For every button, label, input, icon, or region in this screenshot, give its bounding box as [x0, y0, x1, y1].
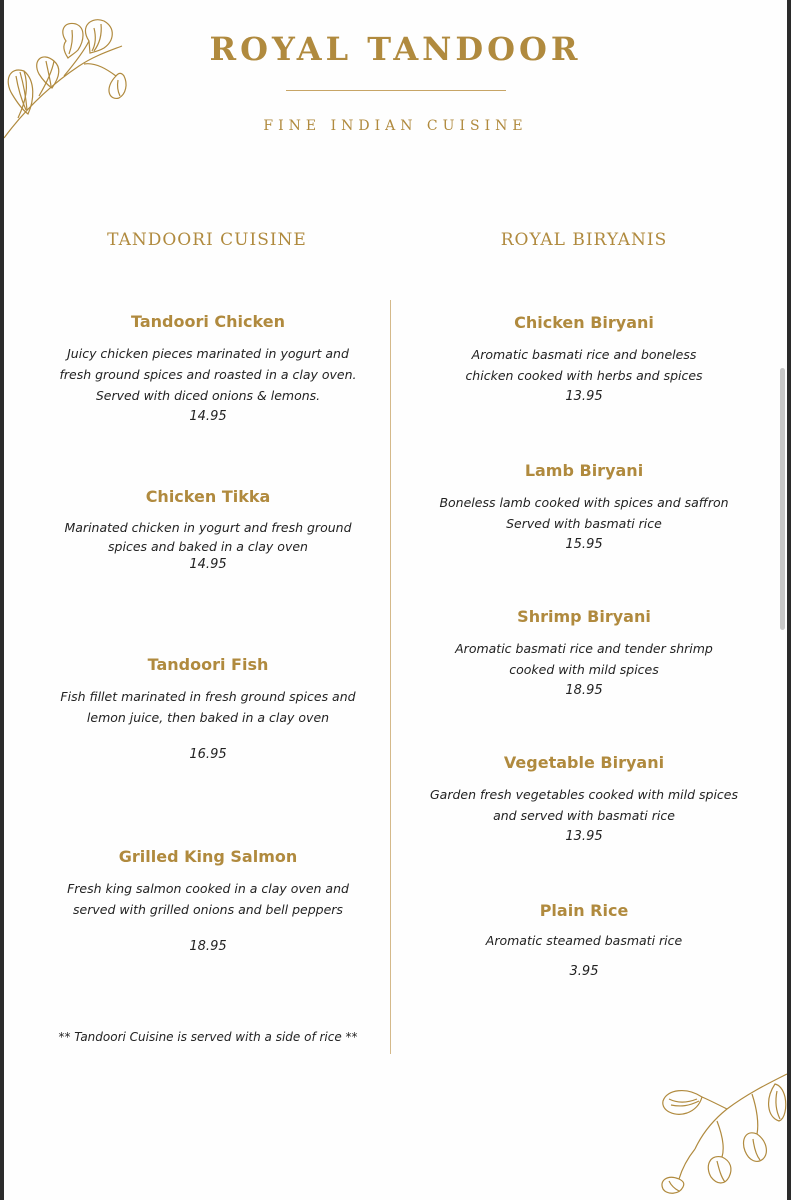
menu-item-price: 14.95: [189, 409, 227, 424]
menu-item: [424, 607, 744, 701]
menu-item: [424, 461, 744, 555]
menu-item-name: Chicken Biryani: [514, 313, 654, 332]
menu-item-price: 13.95: [565, 829, 603, 844]
menu-item-price: 13.95: [565, 389, 603, 404]
menu-item-desc-line: Served with diced onions & lemons.: [95, 388, 321, 403]
section-heading-biryanis: ROYAL BIRYANIS: [500, 230, 668, 250]
rice-note: ** Tandoori Cuisine is served with a side of rice **: [58, 1030, 358, 1044]
menu-item-desc-line: chicken cooked with herbs and spices: [465, 368, 703, 383]
menu-item-desc-line: fresh ground spices and roasted in a clay oven.: [59, 367, 357, 382]
menu-item-desc-line: Aromatic basmati rice and tender shrimp: [455, 641, 713, 656]
menu-item-name: Shrimp Biryani: [517, 607, 651, 626]
menu-item: [424, 901, 744, 982]
menu-item-desc-line: Boneless lamb cooked with spices and saffron: [439, 495, 729, 510]
title-divider: [286, 90, 506, 91]
menu-item-name: Vegetable Biryani: [503, 753, 665, 772]
right-edge: [787, 0, 791, 1200]
menu-item-name: Tandoori Chicken: [131, 312, 285, 331]
menu-item-price: 16.95: [189, 747, 227, 762]
section-heading-tandoori: TANDOORI CUISINE: [107, 230, 307, 250]
menu-item: [424, 753, 744, 847]
menu-item-name: Lamb Biryani: [524, 461, 644, 480]
menu-item-desc-line: Fish fillet marinated in fresh ground spices and: [60, 689, 356, 704]
leaf-branch-icon: [657, 1069, 787, 1194]
menu-item-desc-line: cooked with mild spices: [509, 662, 659, 677]
menu-item: [48, 312, 368, 427]
menu-item-desc-line: lemon juice, then baked in a clay oven: [86, 710, 330, 725]
menu-item: [48, 847, 368, 957]
menu-item-desc-line: Garden fresh vegetables cooked with mild spices: [429, 787, 739, 802]
restaurant-title: ROYAL TANDOOR: [209, 30, 582, 68]
menu-item-price: 3.95: [569, 964, 599, 979]
menu-item-desc-line: Aromatic steamed basmati rice: [485, 933, 683, 948]
menu-item-desc-line: Fresh king salmon cooked in a clay oven and: [67, 881, 349, 896]
menu-item: [48, 655, 368, 765]
left-edge: [0, 0, 4, 1200]
menu-item: [48, 487, 368, 573]
restaurant-subtitle: FINE INDIAN CUISINE: [263, 118, 528, 134]
column-divider: [390, 300, 391, 1054]
menu-item-desc-line: spices and baked in a clay oven: [108, 539, 308, 554]
menu-item-name: Grilled King Salmon: [118, 847, 298, 866]
menu-item-price: 18.95: [189, 939, 227, 954]
menu-item-name: Plain Rice: [539, 901, 629, 920]
menu-item-desc-line: served with grilled onions and bell peppers: [73, 902, 343, 917]
menu-item-desc-line: Marinated chicken in yogurt and fresh ground: [64, 520, 352, 535]
menu-item-price: 15.95: [565, 537, 603, 552]
menu-item-desc-line: Juicy chicken pieces marinated in yogurt and: [67, 346, 349, 361]
scrollbar[interactable]: [780, 368, 785, 630]
menu-item-name: Chicken Tikka: [145, 487, 271, 506]
menu-item-price: 18.95: [565, 683, 603, 698]
menu-item: [424, 313, 744, 407]
menu-item-name: Tandoori Fish: [147, 655, 269, 674]
menu-item-desc-line: Served with basmati rice: [506, 516, 662, 531]
menu-item-desc-line: Aromatic basmati rice and boneless: [471, 347, 697, 362]
menu-item-price: 14.95: [189, 557, 227, 572]
menu-item-desc-line: and served with basmati rice: [493, 808, 675, 823]
